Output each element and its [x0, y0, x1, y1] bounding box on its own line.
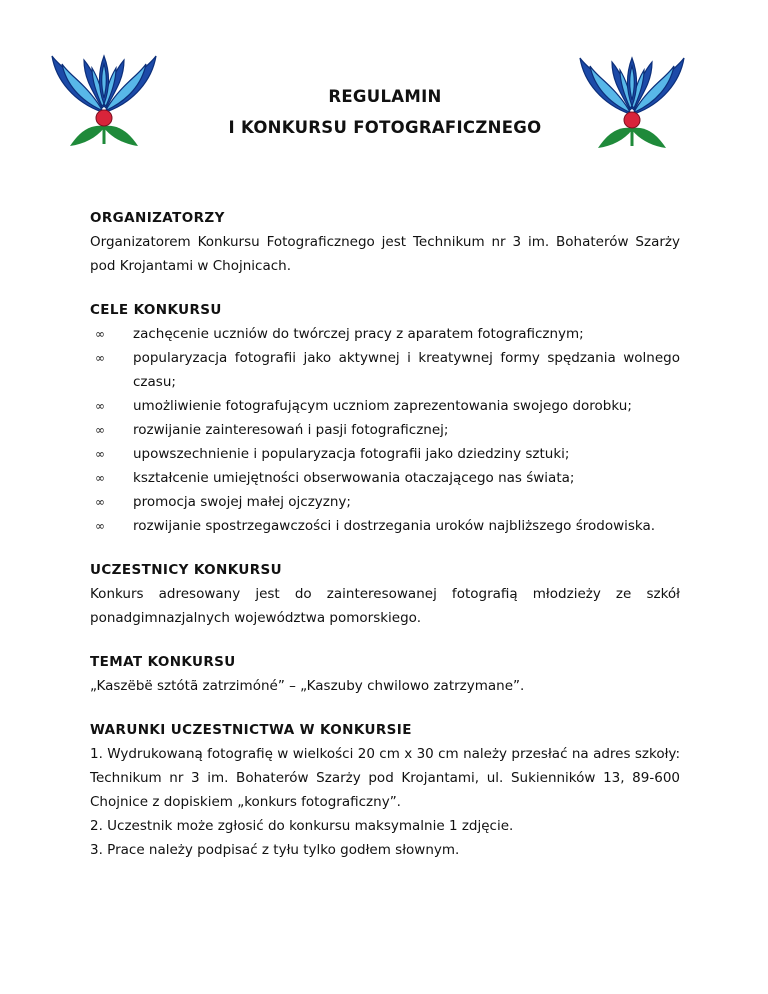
- section-conditions: [90, 718, 680, 862]
- rule-item: 1. Wydrukowaną fotografię w wielkości 20 cm x 30 cm należy przesłać na adres szkoły: Technikum nr 3 im. Bohaterów Szarży pod Krojantami, ul. Sukienników 13, 89-600 Chojnice z dopiskiem „konkurs fotograficzny”.: [90, 746, 680, 810]
- list-item: [90, 442, 680, 466]
- goal-text: popularyzacja fotografii jako aktywnej i kreatywnej formy spędzania wolnego czasu;: [133, 350, 680, 390]
- infinity-bullet-icon: ∞: [95, 423, 105, 437]
- list-item: [90, 322, 680, 346]
- document-title: [0, 84, 768, 141]
- rule-item: 3. Prace należy podpisać z tyłu tylko godłem słownym.: [90, 842, 460, 858]
- section-theme: [90, 650, 680, 698]
- section-participants: [90, 558, 680, 630]
- section-organizers: [90, 206, 680, 278]
- document-body: [90, 206, 680, 882]
- goal-text: rozwijanie spostrzegawczości i dostrzegania uroków najbliższego środowiska.: [133, 518, 656, 534]
- infinity-bullet-icon: ∞: [95, 495, 105, 509]
- goal-text: promocja swojej małej ojczyzny;: [133, 494, 351, 510]
- participants-text: Konkurs adresowany jest do zainteresowanej fotografią młodzieży ze szkół ponadgimnazjalnych województwa pomorskiego.: [90, 586, 680, 626]
- list-item: [90, 346, 680, 394]
- section-goals: [90, 298, 680, 538]
- infinity-bullet-icon: ∞: [95, 447, 105, 461]
- list-item: [90, 490, 680, 514]
- heading-organizers: ORGANIZATORZY: [90, 210, 225, 226]
- rule-item: 2. Uczestnik może zgłosić do konkursu maksymalnie 1 zdjęcie.: [90, 818, 514, 834]
- heading-theme: TEMAT KONKURSU: [90, 654, 236, 670]
- infinity-bullet-icon: ∞: [95, 351, 105, 365]
- infinity-bullet-icon: ∞: [95, 327, 105, 341]
- goal-text: rozwijanie zainteresowań i pasji fotograficznej;: [133, 422, 449, 438]
- theme-text: „Kaszëbë sztótã zatrzimóné” – „Kaszuby chwilowo zatrzymane”.: [90, 678, 525, 694]
- infinity-bullet-icon: ∞: [95, 519, 105, 533]
- infinity-bullet-icon: ∞: [95, 471, 105, 485]
- goal-text: kształcenie umiejętności obserwowania otaczającego nas świata;: [133, 470, 575, 486]
- title-regulamin: REGULAMIN: [328, 87, 442, 106]
- list-item: [90, 514, 680, 538]
- organizers-text: Organizatorem Konkursu Fotograficznego jest Technikum nr 3 im. Bohaterów Szarży pod Krojantami w Chojnicach.: [90, 234, 680, 274]
- title-konkurs: I KONKURSU FOTOGRAFICZNEGO: [228, 118, 542, 137]
- heading-goals: CELE KONKURSU: [90, 302, 222, 318]
- goal-text: umożliwienie fotografującym uczniom zaprezentowania swojego dorobku;: [133, 398, 632, 414]
- goal-text: upowszechnienie i popularyzacja fotografii jako dziedziny sztuki;: [133, 446, 570, 462]
- heading-conditions: WARUNKI UCZESTNICTWA W KONKURSIE: [90, 722, 412, 738]
- goal-text: zachęcenie uczniów do twórczej pracy z aparatem fotograficznym;: [133, 326, 584, 342]
- goals-list: [90, 322, 680, 538]
- heading-participants: UCZESTNICY KONKURSU: [90, 562, 283, 578]
- infinity-bullet-icon: ∞: [95, 399, 105, 413]
- list-item: [90, 466, 680, 490]
- list-item: [90, 418, 680, 442]
- list-item: [90, 394, 680, 418]
